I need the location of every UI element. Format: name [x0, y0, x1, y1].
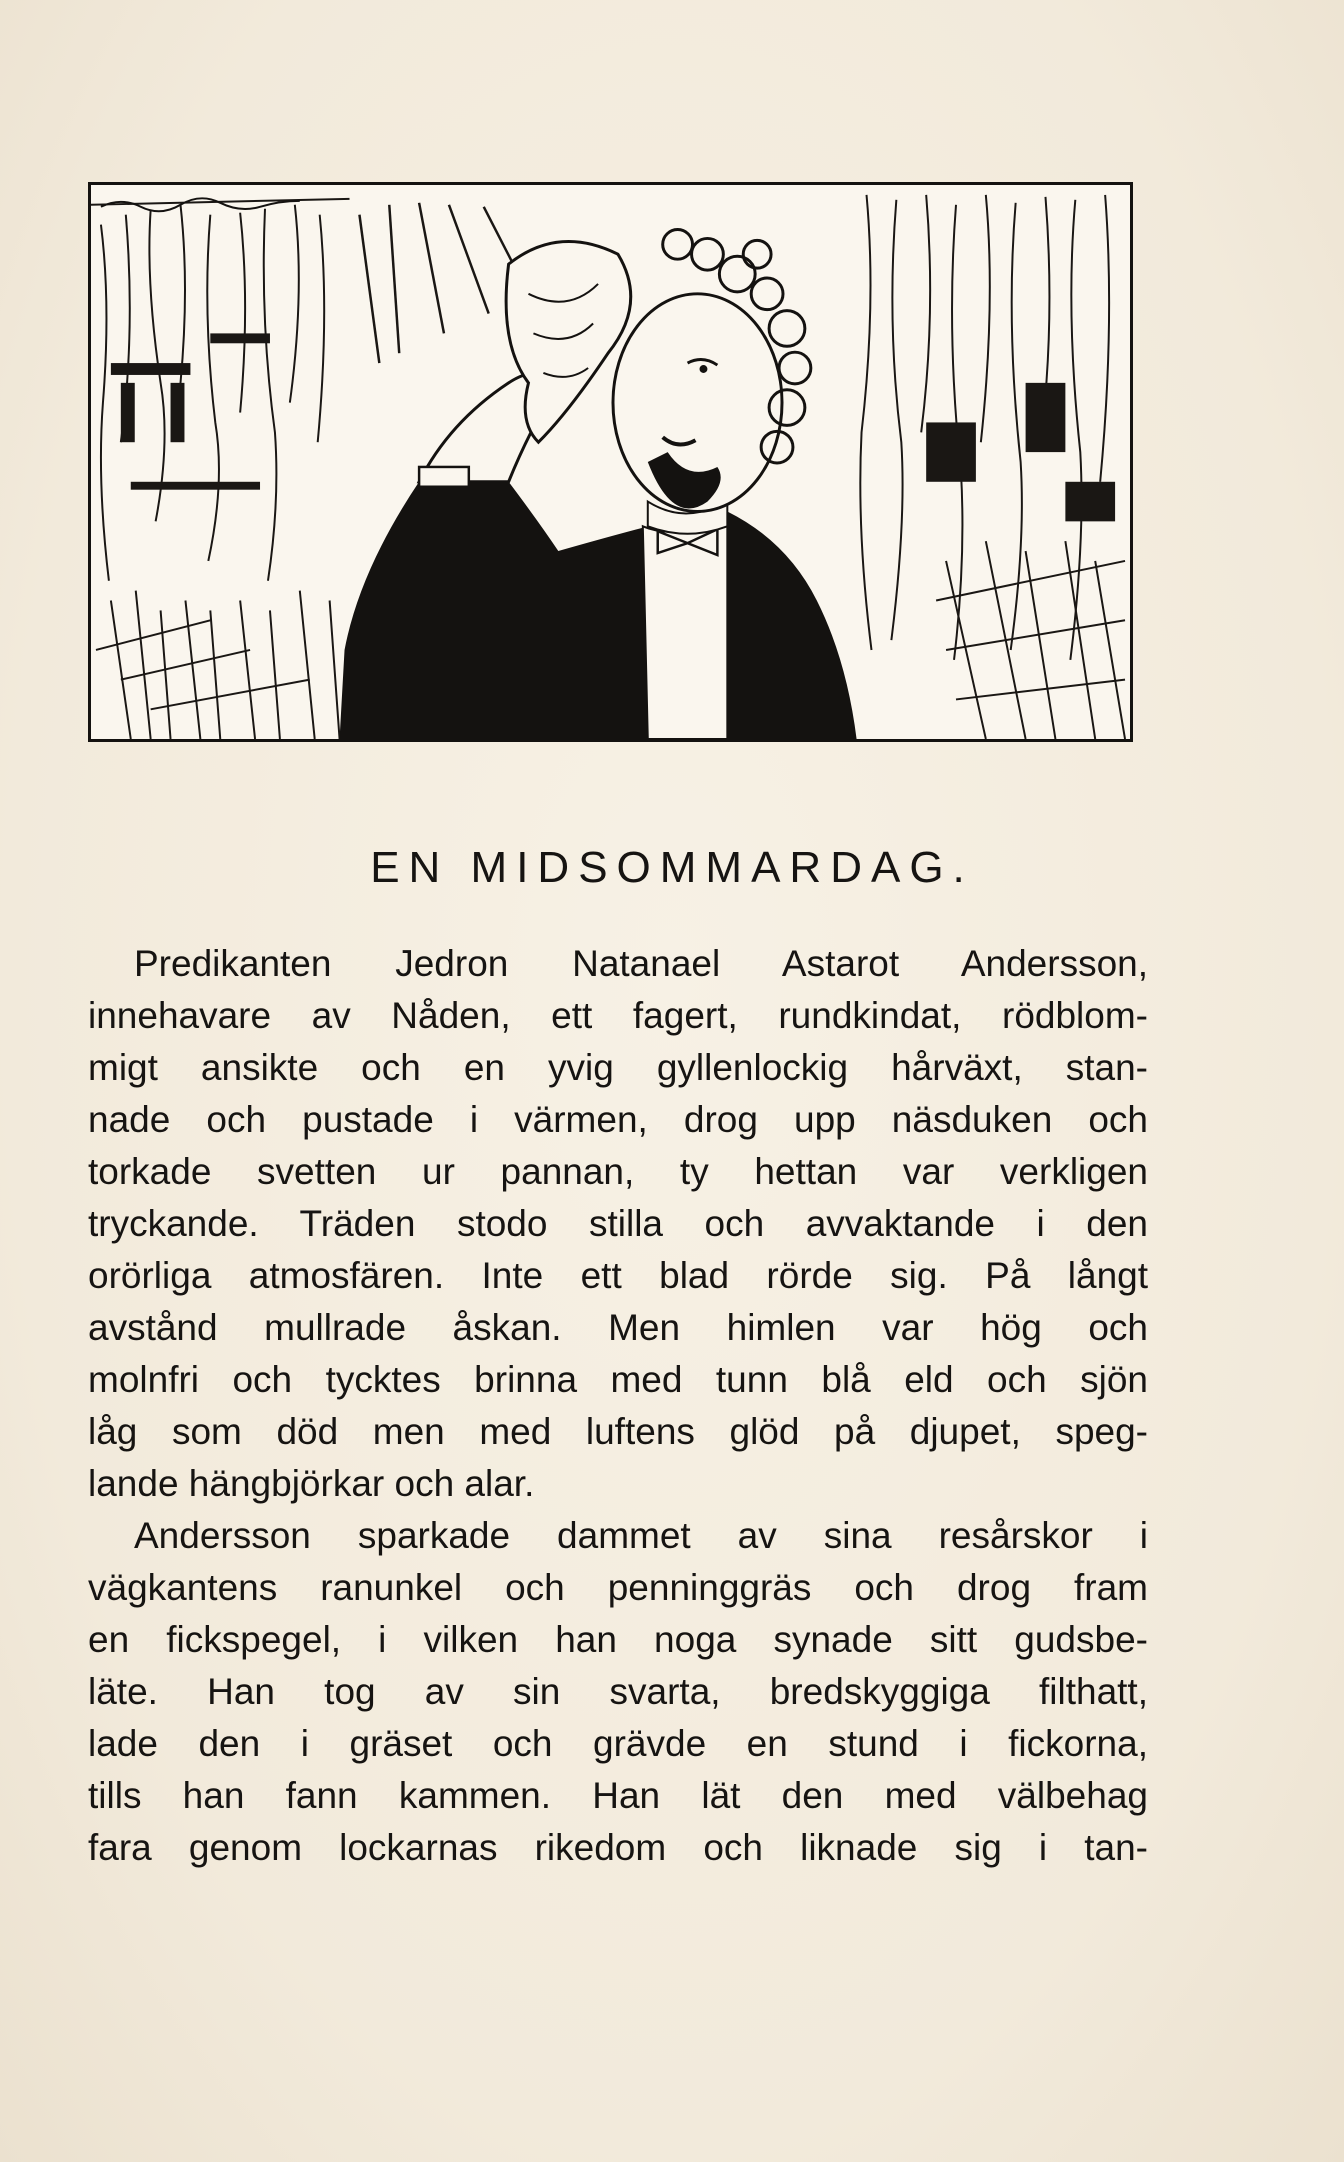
text-line: avstånd mullrade åskan. Men himlen var hög och — [88, 1307, 1148, 1348]
text-line: orörliga atmosfären. Inte ett blad rörde sig. På långt — [88, 1255, 1148, 1296]
text-line: lade den i gräset och grävde en stund i fickorna, — [88, 1723, 1148, 1764]
text-line: läte. Han tog av sin svarta, bredskyggiga filthatt, — [88, 1671, 1148, 1712]
paragraph — [88, 1510, 1148, 1874]
body-text — [88, 938, 1148, 1874]
text-line: tills han fann kammen. Han lät den med välbehag — [88, 1775, 1148, 1816]
text-line: vägkantens ranunkel och penninggräs och drog fram — [88, 1567, 1148, 1608]
text-line: molnfri och tycktes brinna med tunn blå eld och sjön — [88, 1359, 1148, 1400]
text-line: torkade svetten ur pannan, ty hettan var verkligen — [88, 1151, 1148, 1192]
text-line: Predikanten Jedron Natanael Astarot Andersson, — [134, 943, 1148, 984]
chapter-title: EN MIDSOMMARDAG. — [370, 843, 974, 892]
text-line: fara genom lockarnas rikedom och liknade sig i tan- — [88, 1827, 1148, 1868]
illustration-frame — [88, 182, 1133, 742]
text-line: tryckande. Träden stodo stilla och avvaktande i den — [88, 1203, 1148, 1244]
text-line: innehavare av Nåden, ett fagert, rundkindat, rödblom- — [88, 995, 1148, 1036]
preacher-wiping-forehead-illustration — [91, 185, 1130, 739]
text-line: migt ansikte och en yvig gyllenlockig hårväxt, stan- — [88, 1047, 1148, 1088]
text-line: nade och pustade i värmen, drog upp näsduken och — [88, 1099, 1148, 1140]
text-line: låg som död men med luftens glöd på djupet, speg- — [88, 1411, 1148, 1452]
text-line: Andersson sparkade dammet av sina resårskor i — [134, 1515, 1148, 1556]
paragraph — [88, 938, 1148, 1510]
text-line: en fickspegel, i vilken han noga synade sitt gudsbe- — [88, 1619, 1148, 1660]
text-line: lande hängbjörkar och alar. — [88, 1463, 535, 1504]
